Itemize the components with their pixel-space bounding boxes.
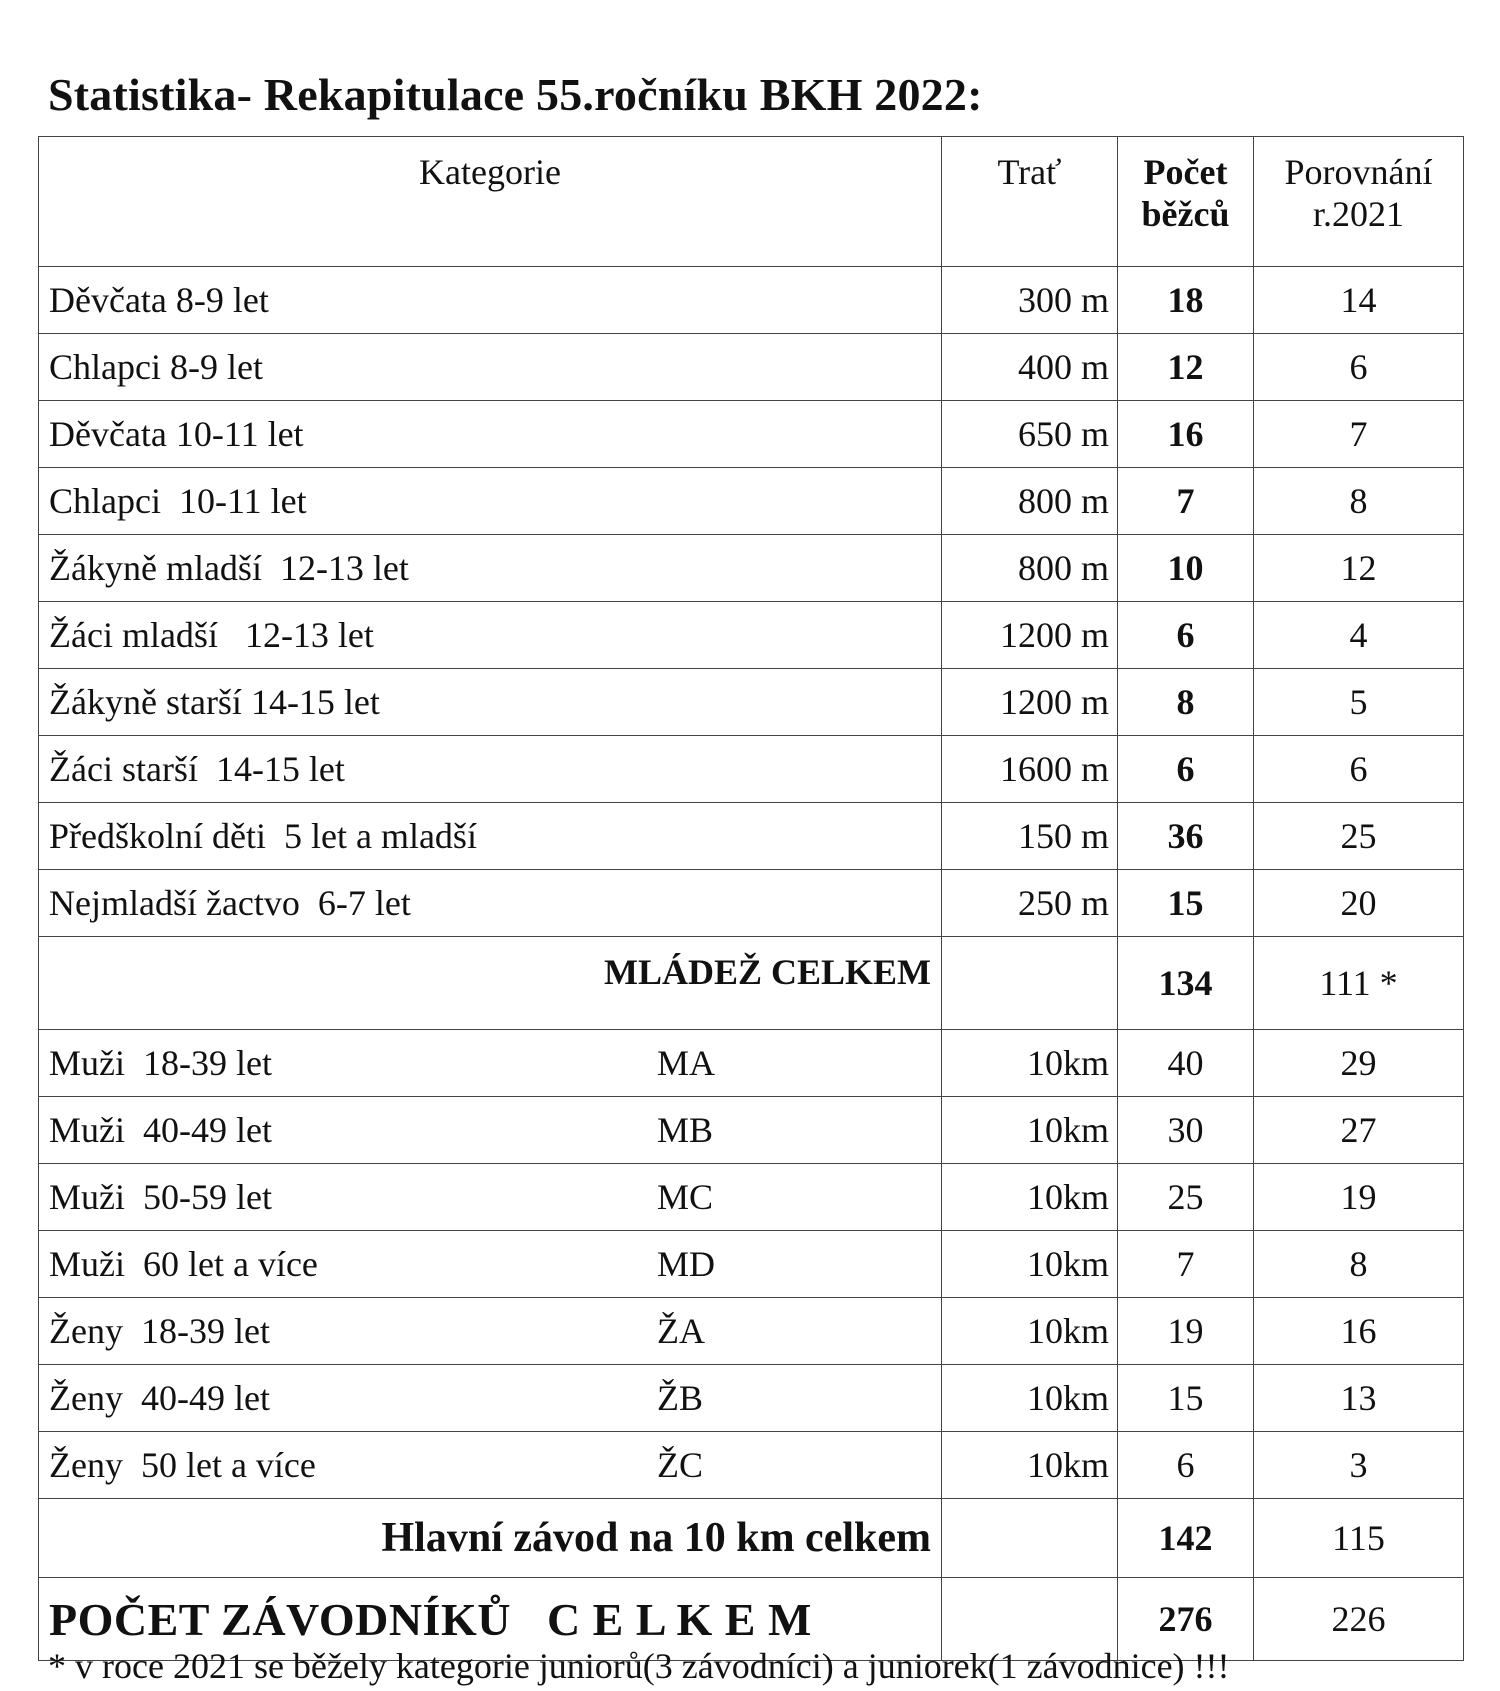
category-cell: Žákyně mladší 12-13 let <box>39 535 942 602</box>
distance-cell: 1600 m <box>942 736 1118 803</box>
runners-count-cell: 8 <box>1118 669 1254 736</box>
main-race-total-comparison: 115 <box>1254 1499 1464 1578</box>
comparison-2021-cell: 25 <box>1254 803 1464 870</box>
table-row <box>39 1365 1464 1432</box>
comparison-2021-cell: 14 <box>1254 267 1464 334</box>
table-row <box>39 602 1464 669</box>
distance-cell: 800 m <box>942 468 1118 535</box>
table-row <box>39 1432 1464 1499</box>
youth-total-label: MLÁDEŽ CELKEM <box>39 937 942 1030</box>
category-cell: Žákyně starší 14-15 let <box>39 669 942 736</box>
statistics-table <box>38 136 1464 1661</box>
distance-cell: 10km <box>942 1432 1118 1499</box>
distance-cell: 10km <box>942 1097 1118 1164</box>
runners-count-cell: 7 <box>1118 468 1254 535</box>
comparison-2021-cell: 5 <box>1254 669 1464 736</box>
category-name: Muži 40-49 let <box>49 1110 272 1150</box>
distance-cell: 150 m <box>942 803 1118 870</box>
category-code: ŽA <box>657 1311 705 1351</box>
page-title: Statistika- Rekapitulace 55.ročníku BKH 2022: <box>48 69 983 120</box>
distance-cell: 1200 m <box>942 669 1118 736</box>
runners-count-cell: 16 <box>1118 401 1254 468</box>
comparison-2021-cell: 8 <box>1254 1231 1464 1298</box>
main-race-total-label: Hlavní závod na 10 km celkem <box>39 1499 942 1578</box>
runners-count-cell: 6 <box>1118 736 1254 803</box>
runners-count-cell: 19 <box>1118 1298 1254 1365</box>
category-cell <box>39 1365 942 1432</box>
category-cell: Chlapci 8-9 let <box>39 334 942 401</box>
category-name: Muži 60 let a více <box>49 1244 318 1284</box>
header-row <box>39 137 1464 267</box>
comparison-2021-cell: 3 <box>1254 1432 1464 1499</box>
youth-total-row <box>39 937 1464 1030</box>
category-code: ŽB <box>657 1378 704 1418</box>
category-cell <box>39 1030 942 1097</box>
category-cell: Děvčata 8-9 let <box>39 267 942 334</box>
category-name: Muži 18-39 let <box>49 1043 272 1083</box>
comparison-2021-cell: 19 <box>1254 1164 1464 1231</box>
distance-cell: 1200 m <box>942 602 1118 669</box>
category-code: MA <box>657 1043 716 1083</box>
header-pocet <box>1118 137 1254 267</box>
header-porovnani-line2: r.2021 <box>1312 194 1404 234</box>
header-pocet-line2: běžců <box>1141 194 1230 234</box>
table-row <box>39 267 1464 334</box>
distance-cell: 10km <box>942 1365 1118 1432</box>
category-name: Muži 50-59 let <box>49 1177 272 1217</box>
category-name: Ženy 40-49 let <box>49 1378 270 1418</box>
distance-cell: 10km <box>942 1164 1118 1231</box>
runners-count-cell: 18 <box>1118 267 1254 334</box>
table-row <box>39 1097 1464 1164</box>
category-code: MB <box>657 1110 714 1150</box>
distance-cell: 650 m <box>942 401 1118 468</box>
comparison-2021-cell: 6 <box>1254 736 1464 803</box>
youth-total-count: 134 <box>1118 937 1254 1030</box>
runners-count-cell: 40 <box>1118 1030 1254 1097</box>
runners-count-cell: 36 <box>1118 803 1254 870</box>
table-row <box>39 669 1464 736</box>
table-row <box>39 535 1464 602</box>
table-row <box>39 468 1464 535</box>
comparison-2021-cell: 8 <box>1254 468 1464 535</box>
main-race-total-empty-cell <box>942 1499 1118 1578</box>
distance-cell: 400 m <box>942 334 1118 401</box>
header-pocet-line1: Počet <box>1143 152 1228 192</box>
table-row <box>39 870 1464 937</box>
comparison-2021-cell: 7 <box>1254 401 1464 468</box>
runners-count-cell: 6 <box>1118 1432 1254 1499</box>
distance-cell: 800 m <box>942 535 1118 602</box>
table-row <box>39 1164 1464 1231</box>
category-cell: Nejmladší žactvo 6-7 let <box>39 870 942 937</box>
category-cell <box>39 1298 942 1365</box>
category-code: MC <box>657 1177 714 1217</box>
comparison-2021-cell: 20 <box>1254 870 1464 937</box>
category-cell <box>39 1164 942 1231</box>
runners-count-cell: 10 <box>1118 535 1254 602</box>
comparison-2021-cell: 12 <box>1254 535 1464 602</box>
category-cell: Děvčata 10-11 let <box>39 401 942 468</box>
category-cell: Žáci starší 14-15 let <box>39 736 942 803</box>
runners-count-cell: 7 <box>1118 1231 1254 1298</box>
category-code: ŽC <box>657 1445 704 1485</box>
distance-cell: 250 m <box>942 870 1118 937</box>
table-row <box>39 1030 1464 1097</box>
comparison-2021-cell: 16 <box>1254 1298 1464 1365</box>
table-row <box>39 803 1464 870</box>
main-race-total-count: 142 <box>1118 1499 1254 1578</box>
runners-count-cell: 15 <box>1118 870 1254 937</box>
footnote: * v roce 2021 se běžely kategorie juniorů(3 závodníci) a juniorek(1 závodnice) !!! <box>48 1646 1230 1686</box>
header-porovnani-line1: Porovnání <box>1284 152 1433 192</box>
category-code: MD <box>657 1244 716 1284</box>
category-cell <box>39 1231 942 1298</box>
header-kategorie: Kategorie <box>39 137 942 267</box>
distance-cell: 300 m <box>942 267 1118 334</box>
distance-cell: 10km <box>942 1030 1118 1097</box>
distance-cell: 10km <box>942 1231 1118 1298</box>
header-porovnani <box>1254 137 1464 267</box>
table-row <box>39 736 1464 803</box>
runners-count-cell: 6 <box>1118 602 1254 669</box>
youth-total-empty-cell <box>942 937 1118 1030</box>
grand-total-comparison: 226 <box>1254 1578 1464 1661</box>
table-row <box>39 1231 1464 1298</box>
distance-cell: 10km <box>942 1298 1118 1365</box>
table-row <box>39 401 1464 468</box>
grand-total-label: POČET ZÁVODNÍKŮ C E L K E M <box>39 1578 942 1661</box>
runners-count-cell: 25 <box>1118 1164 1254 1231</box>
main-race-total-row <box>39 1499 1464 1578</box>
category-cell: Předškolní děti 5 let a mladší <box>39 803 942 870</box>
table-row <box>39 334 1464 401</box>
header-trat: Trať <box>942 137 1118 267</box>
comparison-2021-cell: 4 <box>1254 602 1464 669</box>
category-cell <box>39 1097 942 1164</box>
runners-count-cell: 12 <box>1118 334 1254 401</box>
category-name: Ženy 50 let a více <box>49 1445 316 1485</box>
category-cell: Žáci mladší 12-13 let <box>39 602 942 669</box>
runners-count-cell: 30 <box>1118 1097 1254 1164</box>
category-name: Ženy 18-39 let <box>49 1311 270 1351</box>
comparison-2021-cell: 6 <box>1254 334 1464 401</box>
category-cell: Chlapci 10-11 let <box>39 468 942 535</box>
comparison-2021-cell: 13 <box>1254 1365 1464 1432</box>
comparison-2021-cell: 27 <box>1254 1097 1464 1164</box>
comparison-2021-cell: 29 <box>1254 1030 1464 1097</box>
category-cell <box>39 1432 942 1499</box>
grand-total-count: 276 <box>1118 1578 1254 1661</box>
youth-total-comparison: 111 * <box>1254 937 1464 1030</box>
table-row <box>39 1298 1464 1365</box>
runners-count-cell: 15 <box>1118 1365 1254 1432</box>
